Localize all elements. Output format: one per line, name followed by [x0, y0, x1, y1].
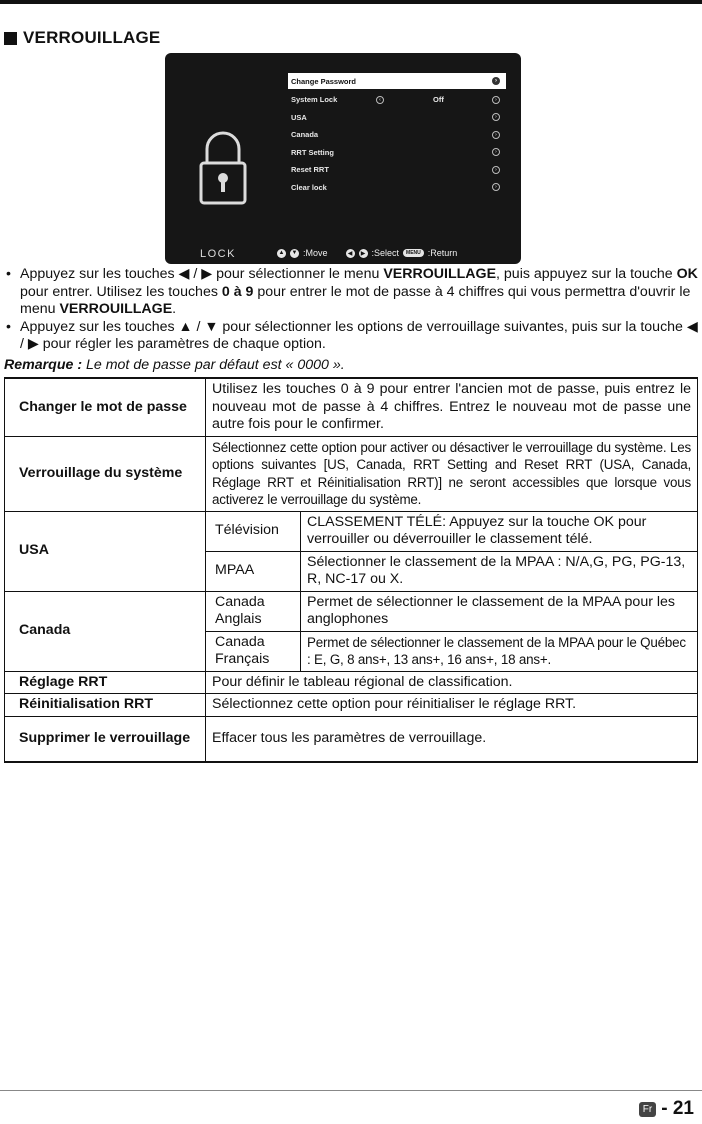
page-number [639, 1098, 694, 1120]
sub-option-description: CLASSEMENT TÉLÉ: Appuyez sur la touche OK pour verrouiller ou déverrouiller le classement télé. [301, 511, 698, 551]
option-name: Changer le mot de passe [5, 378, 206, 436]
top-rule [0, 0, 702, 4]
table-row [5, 671, 698, 694]
menu-key-icon: MENU [403, 249, 424, 257]
table-row [5, 591, 698, 631]
section-square-icon [4, 32, 17, 45]
instruction-text: Appuyez sur les touches ◀ / ▶ pour sélectionner le menu [20, 266, 384, 282]
sub-option-name: Canada Anglais [206, 591, 301, 631]
chevron-right-icon: › [492, 77, 500, 85]
option-description: Sélectionnez cette option pour activer ou désactiver le verrouillage du système. Les options suivantes [US, Canada, RRT Setting and Reset RRT (USA, Canada, Réglage RRT et Réinitialisation RRT)] ne seront accessibles que lorsque vous activerez le verrouillage du système. [206, 436, 698, 511]
option-description: Utilisez les touches 0 à 9 pour entrer l'ancien mot de passe, puis entrez le nouveau mot de passe à 4 chiffres. Entrez le nouveau mot de passe une autre fois pour le confirmer. [206, 378, 698, 436]
menu-item-reset-rrt[interactable] [288, 161, 506, 179]
option-description: Effacer tous les paramètres de verrouillage. [206, 716, 698, 762]
instruction-text: . [172, 301, 177, 317]
option-name: Réglage RRT [5, 671, 206, 694]
option-name: Réinitialisation RRT [5, 694, 206, 717]
padlock-icon [193, 123, 253, 253]
table-row [5, 378, 698, 436]
instruction-bullet-2 [4, 319, 698, 354]
option-name: Supprimer le verrouillage [5, 716, 206, 762]
menu-item-label: Clear lock [291, 182, 327, 192]
menu-item-system-lock[interactable] [288, 91, 506, 109]
tv-menu-footer [277, 246, 457, 260]
down-button-icon: ▼ [291, 250, 298, 256]
menu-item-label: Reset RRT [291, 165, 329, 175]
menu-item-label: Change Password [291, 76, 357, 86]
table-row [5, 694, 698, 717]
lock-label: LOCK [200, 248, 236, 260]
menu-item-label: System Lock [291, 95, 338, 105]
left-button-icon: ◀ [346, 249, 355, 258]
table-row [5, 511, 698, 551]
option-name: Canada [5, 591, 206, 671]
chevron-right-icon: › [492, 183, 500, 191]
chevron-right-icon: › [492, 113, 500, 121]
sub-option-description: Sélectionner le classement de la MPAA : N/A,G, PG, PG-13, R, NC-17 ou X. [301, 551, 698, 591]
chevron-right-icon: › [492, 148, 500, 156]
chevron-left-icon: ‹ [376, 96, 384, 104]
sub-option-description: Permet de sélectionner le classement de la MPAA pour les anglophones [301, 591, 698, 631]
menu-item-clear-lock[interactable] [288, 179, 506, 197]
chevron-right-icon: › [492, 131, 500, 139]
note-text: Le mot de passe par défaut est « 0000 ». [82, 357, 345, 373]
sub-option-name: MPAA [206, 551, 301, 591]
sub-option-name: Télévision [206, 511, 301, 551]
page-number-text: - 21 [661, 1098, 694, 1119]
table-row [5, 436, 698, 511]
instruction-text: pour entrer. Utilisez les touches [20, 283, 222, 300]
return-hint: :Return [427, 248, 458, 258]
instruction-text: , puis appuyez sur la touche [496, 266, 677, 282]
menu-item-label: RRT Setting [291, 147, 334, 157]
menu-item-value: Off [433, 95, 444, 105]
instruction-bold: VERROUILLAGE [59, 301, 173, 317]
lock-options-table [4, 377, 698, 763]
sub-option-name: Canada Français [206, 631, 301, 671]
option-name: Verrouillage du système [5, 436, 206, 511]
menu-item-label: USA [291, 112, 307, 122]
menu-item-rrt-setting[interactable] [288, 144, 506, 162]
footer-rule [0, 1090, 702, 1091]
default-password-note [4, 357, 345, 373]
select-hint: :Select [371, 248, 400, 258]
tv-menu-list [288, 73, 506, 196]
language-badge: Fr [639, 1102, 656, 1117]
menu-item-change-password[interactable] [288, 73, 506, 89]
menu-item-usa[interactable] [288, 109, 506, 127]
option-description: Sélectionnez cette option pour réinitialiser le réglage RRT. [206, 694, 698, 717]
chevron-right-icon: › [492, 166, 500, 174]
instruction-bold: OK [676, 266, 698, 282]
sub-option-description: Permet de sélectionner le classement de la MPAA pour le Québec : E, G, 8 ans+, 13 ans+, 16 ans+, 18 ans+. [301, 631, 698, 671]
table-row [5, 716, 698, 762]
menu-item-canada[interactable] [288, 126, 506, 144]
chevron-right-icon: › [492, 96, 500, 104]
instruction-bullet-1 [4, 266, 698, 319]
up-button-icon: ▲ [278, 250, 285, 256]
instructions [4, 266, 698, 354]
move-hint: :Move [303, 248, 328, 258]
right-button-icon: ▶ [359, 249, 368, 258]
instruction-bold: VERROUILLAGE [383, 266, 497, 282]
tv-lock-menu-screenshot [165, 53, 521, 264]
section-title [4, 26, 160, 50]
option-name: USA [5, 511, 206, 591]
option-description: Pour définir le tableau régional de classification. [206, 671, 698, 694]
menu-item-label: Canada [291, 130, 319, 140]
note-label: Remarque : [4, 357, 83, 373]
section-title-text: VERROUILLAGE [23, 28, 161, 47]
instruction-text: Appuyez sur les touches ▲ / ▼ pour sélectionner les options de verrouillage suivantes, puis sur la touche ◀ / ▶ pour régler les paramètres de chaque option. [20, 318, 698, 352]
instruction-bold: 0 à 9 [221, 283, 254, 300]
instruction-text: pour entrer le mot de passe à 4 chiffres qui vous permettra d'ouvrir le menu [20, 283, 691, 317]
